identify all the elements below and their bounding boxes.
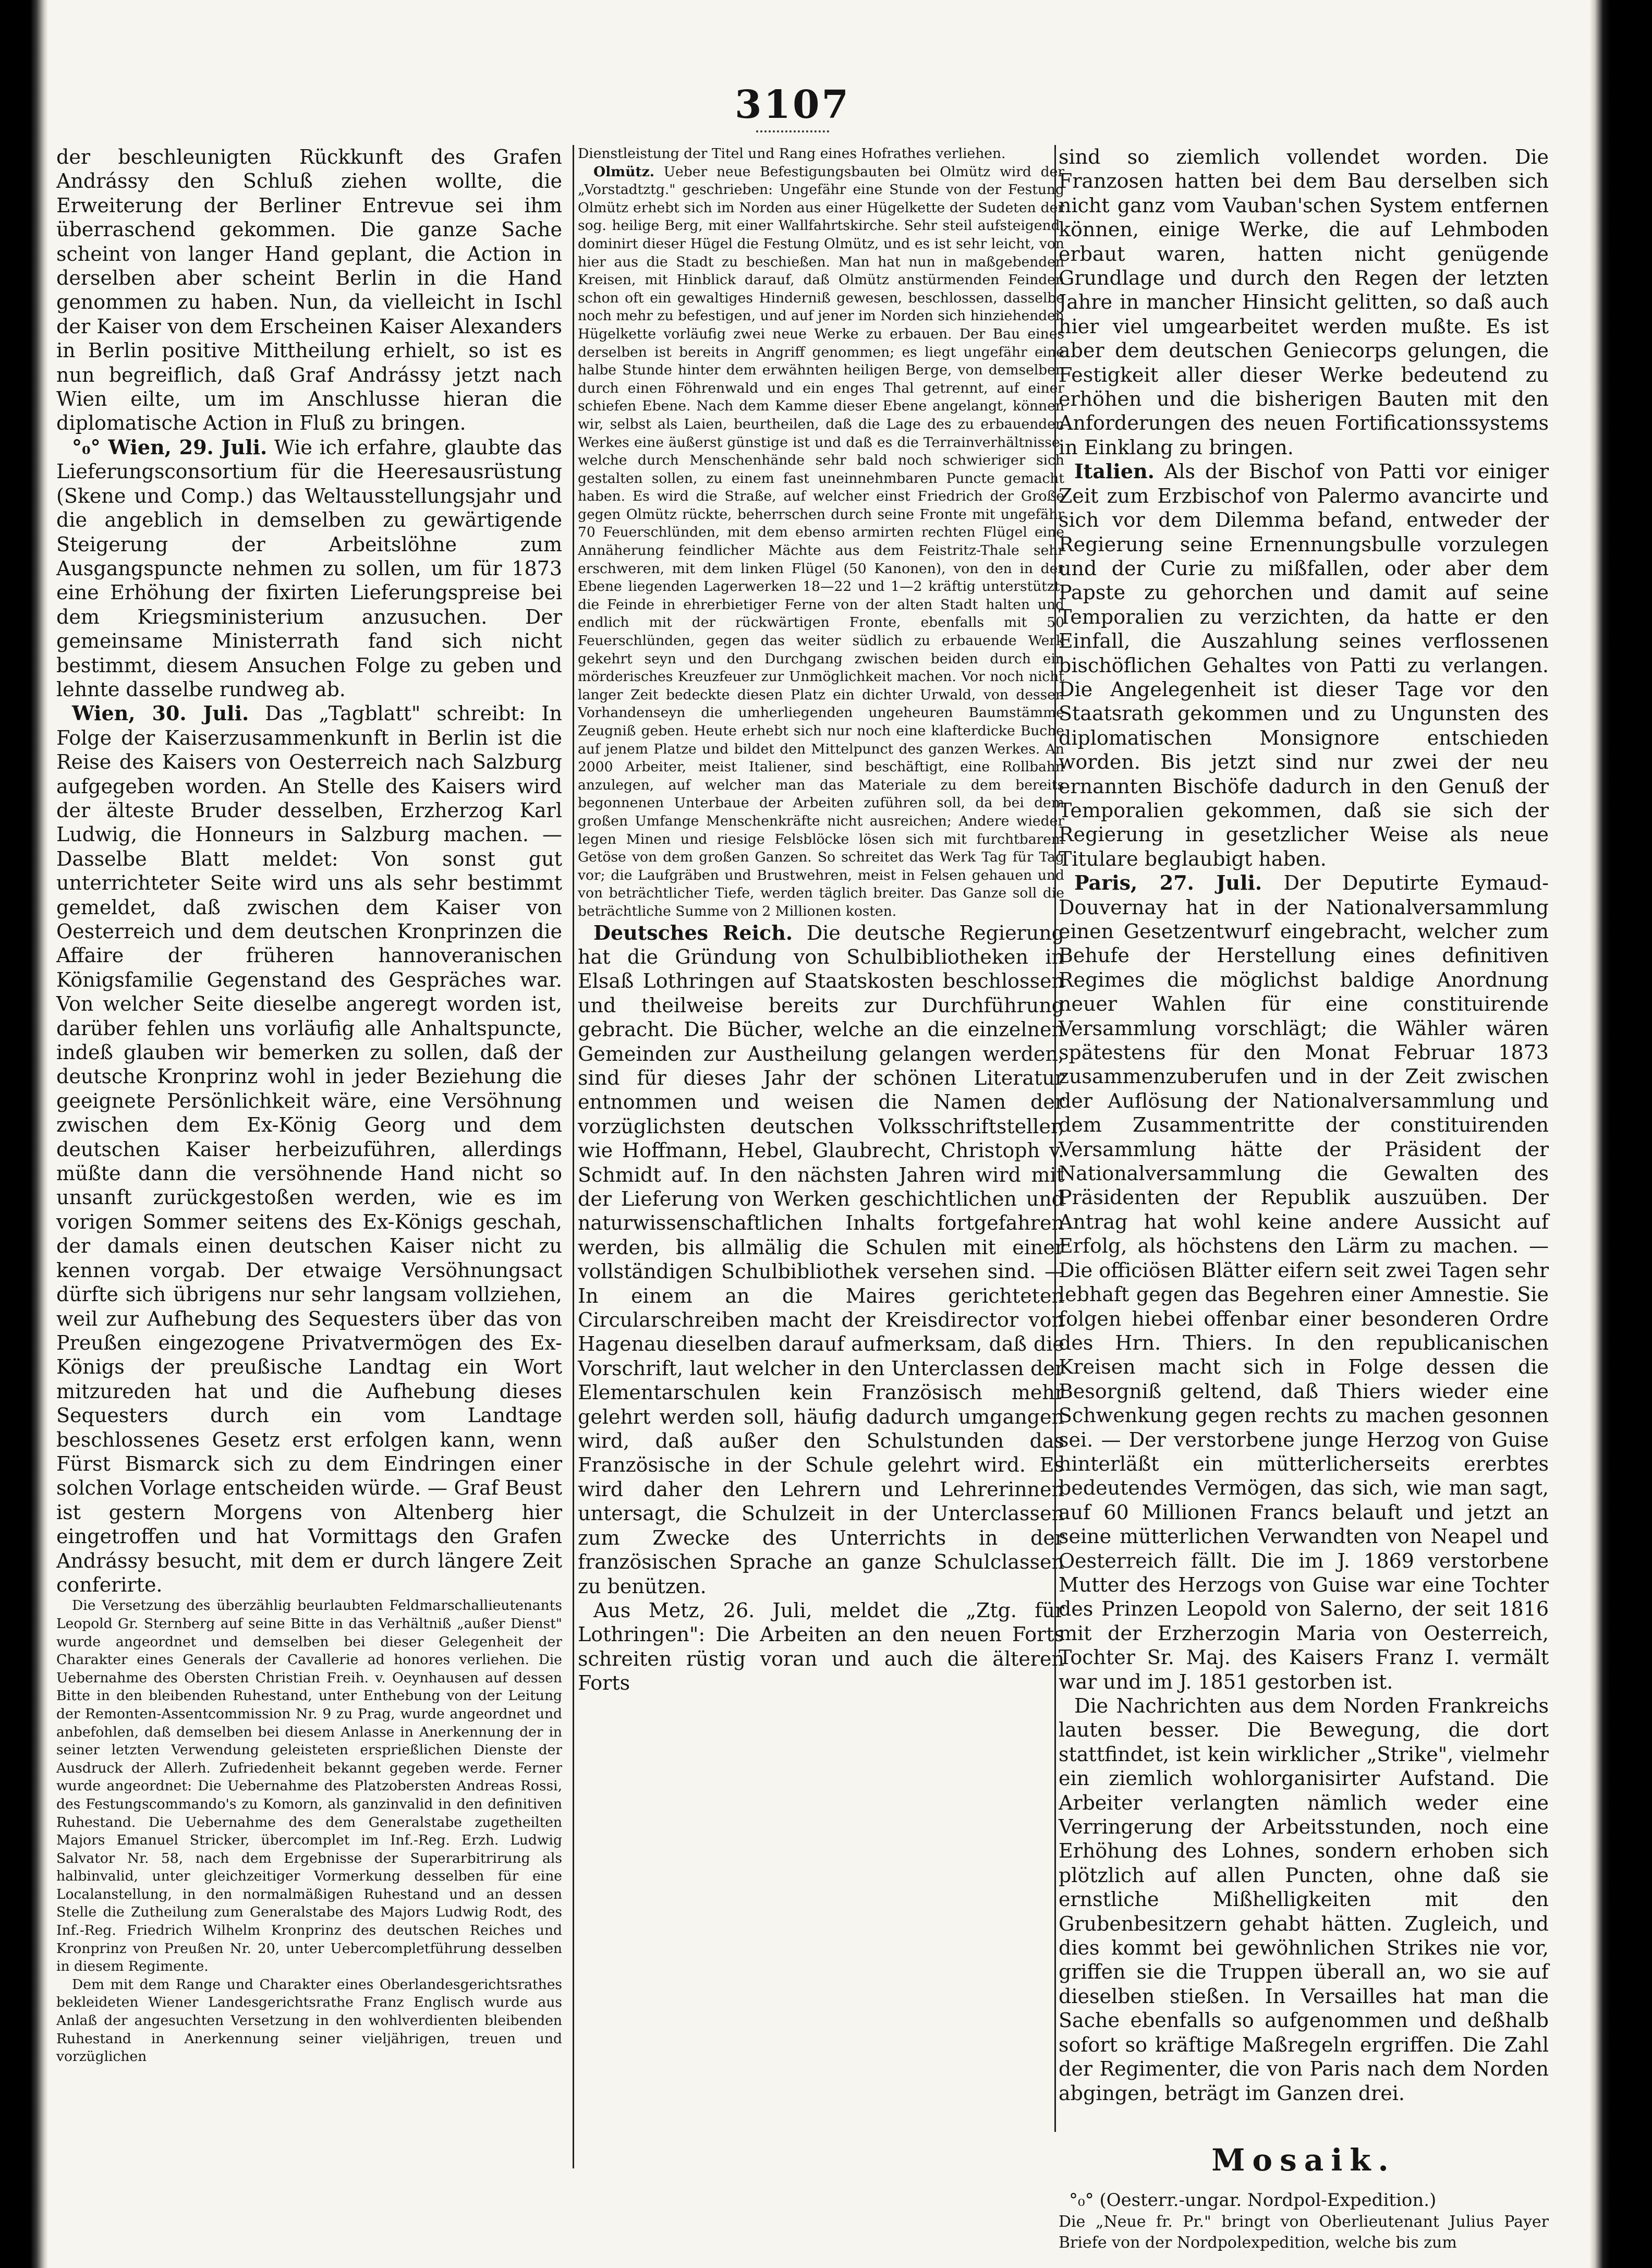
article-text: Ueber neue Befestigungsbauten bei Olmütz wird der „Vorstadtztg." geschrieben: Ungefähr eine Stunde von der Festung Olmütz erhebt sich im Norden aus einer Hügelkette der Sudeten der sog. heilige Berg, mit einer Wallfahrtskirche. Sehr steil aufsteigend, dominirt dieser Hügel die Festung Olmütz, und es ist sehr leicht, von hier aus die Stadt zu beschießen. Man hat nun in maßgebenden Kreisen, mit Hinblick darauf, daß Olmütz anstürmenden Feinden schon oft ein gewaltiges Hinderniß gewesen, beschlossen, dasselbe noch mehr zu befestigen, und auf jener im Norden sich hinziehenden Hügelkette vorläufig zwei neue Werke zu erbauen. Der Bau eines derselben ist bereits in Angriff genommen; es liegt ungefähr eine halbe Stunde hinter dem erwähnten heiligen Berge, von demselben durch einen Föhrenwald und ein enges Thal getrennt, auf einer schiefen Ebene. Nach dem Kamme dieser Ebene angelangt, können wir, selbst als Laien, beurtheilen, daß die Lage des zu erbauenden Werkes eine äußerst günstige ist und daß es die Terrainverhältnisse, welche durch Menschenhände sehr bald noch schwieriger sich gestalten sollen, zu einem fast uneinnehmbaren Puncte gemacht haben. Es wird die Straße, auf welcher einst Friedrich der Große gegen Olmütz rückte, beherrschen durch seine Fronte mit ungefähr 70 Feuerschlünden, mit dem ebenso armirten rechten Flügel eine Annäherung feindlicher Mächte aus dem Feistritz-Thale sehr erschweren, mit dem linken Flügel (50 Kanonen), von den in der Ebene liegenden Lagerwerken 18—22 und 1—2 kräftig unterstützt, die Feinde in ehrerbietiger Ferne von der alten Stadt halten und endlich mit der rückwärtigen Fronte, ebenfalls mit 50 Feuerschlünden, gegen das weiter südlich zu erbauende Werk gekehrt seyn und den Durchgang zwischen beiden durch ein mörderisches Kreuzfeuer zur Unmöglichkeit machen. Vor noch nicht langer Zeit bedeckte diesen Platz ein dichter Urwald, von dessen Vorhandenseyn die umherliegenden ungeheuren Baumstämme Zeugniß geben. Heute erhebt sich nur noch eine klafterdicke Buche auf jenem Platze und bildet den Mittelpunct des ganzen Werkes. An 2000 Arbeiter, meist Italiener, sind beschäftigt, eine Rollbahn anzulegen, auf welcher man das Materiale zu dem bereits begonnenen Unterbaue der Arbeiten zuführen soll, da bei dem großen Umfange Menschenkräfte nicht ausreichen; Andere wieder legen Minen und riesige Felsblöcke lösen sich mit furchtbarem Getöse von dem großen Ganzen. So schreitet das Werk Tag für Tag vor; die Laufgräben und Brustwehren, meist in Felsen gehauen und von beträchtlicher Tiefe, werden täglich breiter. Das Ganze soll die beträchtliche Summe von 2 Millionen kosten. (578, 163, 1064, 919)
article-text: Wie ich erfahre, glaubte das Lieferungsconsortium für die Heeresausrüstung (Skene und Comp.) das Weltausstellungsjahr und die angeblich in demselben zu gewärtigende Steigerung der Arbeitslöhne zum Ausgangspuncte nehmen zu sollen, um für 1873 eine Erhöhung der fixirten Lieferungspreise bei dem Kriegsministerium anzusuchen. Der gemeinsame Ministerrath fand sich nicht bestimmt, diesem Ansuchen Folge zu geben und lehnte dasselbe rundweg ab. (56, 435, 562, 701)
column-2 (578, 145, 1064, 1695)
article-text: Als der Bischof von Patti vor einiger Zeit zum Erzbischof von Palermo avancirte und sich vor dem Dilemma befand, entweder der Regierung seine Ernennungsbulle vorzulegen und der Curie zu mißfallen, oder aber dem Papste zu gehorchen und damit auf seine Temporalien zu verzichten, da hatte er den Einfall, die Auszahlung seines verflossenen bischöflichen Gehaltes von Patti zu verlangen. Die Angelegenheit ist dieser Tage vor den Staatsrath gekommen und zu Ungunsten des diplomatischen Monsignore entschieden worden. Bis jetzt sind nur zwei der neu ernannten Bischöfe dadurch in den Genuß der Temporalien gekommen, daß sie sich der Regierung in gesetzlicher Weise als neue Titulare beglaubigt haben. (1059, 460, 1549, 870)
article-paragraph: sind so ziemlich vollendet worden. Die Franzosen hatten bei dem Bau derselben sich nicht ganz vom Vauban'schen System entfernen können, einige Werke, die auf Lehmboden erbaut waren, hatten nicht genügende Grundlage und durch den Regen der letzten Jahre in mancher Hinsicht gelitten, so daß auch hier viel umgearbeitet werden mußte. Es ist aber dem deutschen Geniecorps gelungen, die Festigkeit aller dieser Werke bedeutend zu erhöhen und die bisherigen Bauten mit den Anforderungen des neuen Fortificationssystems in Einklang zu bringen. (1059, 145, 1549, 459)
section-heading: Deutsches Reich. (593, 920, 793, 944)
section-heading: Italien. (1074, 459, 1155, 483)
dateline: Olmütz. (593, 163, 654, 180)
dateline: °₀° Wien, 29. Juli. (72, 435, 268, 459)
scan-edge-right (1589, 0, 1652, 2268)
article-paragraph (1059, 871, 1549, 1694)
notice-paragraph: Die Versetzung des überzählig beurlaubten Feldmarschallieutenants Leopold Gr. Sternberg auf seine Bitte in das Verhältniß „außer Dienst" wurde angeordnet und demselben bei dieser Gelegenheit der Charakter eines Generals der Cavallerie ad honores verliehen. Die Uebernahme des Obersten Christian Freih. v. Oeynhausen auf dessen Bitte in den bleibenden Ruhestand, unter Enthebung von der Leitung der Remonten-Assentcommission Nr. 9 zu Prag, wurde angeordnet und anbefohlen, daß demselben bei diesem Anlasse in Anerkennung der in seiner letzten Verwendung geleisteten ersprießlichen Dienste der Ausdruck der Allerh. Zufriedenheit bekannt gegeben werde. Ferner wurde angeordnet: Die Uebernahme des Platzobersten Andreas Rossi, des Festungscommando's zu Komorn, als ganzinvalid in den definitiven Ruhestand. Die Uebernahme des dem Generalstabe zugetheilten Majors Emanuel Stricker, übercomplet im Inf.-Reg. Erzh. Ludwig Salvator Nr. 58, nach dem Ergebnisse der Superarbitrirung als halbinvalid, unter gleichzeitiger Vormerkung desselben für eine Localanstellung, in den normalmäßigen Ruhestand und an dessen Stelle die Zutheilung zum Generalstabe des Majors Ludwig Rodt, des Inf.-Reg. Friedrich Wilhelm Kronprinz des deutschen Reiches und Kronprinz von Preußen Nr. 20, unter Uebercompletführung desselben in diesem Regimente. (56, 1597, 562, 1975)
column-1 (56, 145, 562, 2066)
article-paragraph (578, 921, 1064, 1598)
notice-paragraph: Dienstleistung der Titel und Rang eines Hofrathes verliehen. (578, 145, 1006, 162)
article-paragraph (56, 435, 562, 701)
article-paragraph: Die Nachrichten aus dem Norden Frankreichs lauten besser. Die Bewegung, die dort stattfindet, ist kein wirklicher „Strike", vielmehr ein ziemlich wohlorganisirter Aufstand. Die Arbeiter verlangten nämlich weder eine Verringerung der Arbeitsstunden, noch eine Erhöhung des Lohnes, sondern erhoben sich plötzlich auf allen Puncten, ohne daß sie ernstliche Mißhelligkeiten mit den Grubenbesitzern gehabt hätten. Zugleich, und dies kommt bei gewöhnlichen Strikes nie vor, griffen sie die Truppen überall an, wo sie auf dieselben stießen. In Versailles hat man die Sache ebenfalls so aufgenommen und deßhalb sofort so kräftige Maßregeln ergriffen. Die Zahl der Regimenter, die von Paris nach dem Norden abgingen, beträgt im Ganzen drei. (1059, 1694, 1549, 2105)
dateline: Paris, 27. Juli. (1074, 871, 1262, 895)
page-number: 3107 (735, 82, 851, 127)
column-rule-1 (573, 145, 574, 2168)
article-paragraph: der beschleunigten Rückkunft des Grafen Andrássy den Schluß ziehen wollte, die Erweiterung der Berliner Entrevue sei ihm überraschend gekommen. Die ganze Sache scheint von langer Hand geplant, die Action in derselben aber scheint Berlin in die Hand genommen zu haben. Nun, da vielleicht in Ischl der Kaiser von dem Erscheinen Kaiser Alexanders in Berlin positive Mittheilung erhielt, so ist es nun begreiflich, daß Graf Andrássy jetzt nach Wien eilte, um im Anschlusse hieran die diplomatische Action in Fluß zu bringen. (56, 145, 562, 435)
mosaic-heading: Mosaik. (1211, 2142, 1396, 2178)
notice-paragraph: Dem mit dem Range und Charakter eines Oberlandesgerichtsrathes bekleideten Wiener Landesgerichtsrathe Franz Englisch wurde aus Anlaß der angesuchten Versetzung in den wohlverdienten bleibenden Ruhestand in Anerkennung seiner vieljährigen, treuen und vorzüglichen (56, 1976, 562, 2065)
dateline: Wien, 30. Juli. (72, 701, 249, 725)
article-paragraph (1059, 459, 1549, 871)
article-paragraph (578, 163, 1064, 921)
mosaic-text: Die „Neue fr. Pr." bringt von Oberlieutenant Julius Payer Briefe von der Nordpolexpedition, welche bis zum (1059, 2212, 1549, 2252)
header-rule (756, 130, 829, 132)
article-text: Die deutsche Regierung hat die Gründung von Schulbibliotheken in Elsaß Lothringen auf Staatskosten beschlossen und theilweise bereits zur Durchführung gebracht. Die Bücher, welche an die einzelnen Gemeinden zur Austheilung gelangen werden, sind für dieses Jahr der schönen Literatur entnommen und weisen die Namen der vorzüglichsten deutschen Volksschriftsteller, wie Hoffmann, Hebel, Glaubrecht, Christoph v. Schmidt auf. In den nächsten Jahren wird mit der Lieferung von Werken geschichtlichen und naturwissenschaftlichen Inhalts fortgefahren werden, bis allmälig die Schulen mit einer vollständigen Schulbibliothek versehen sind. — In einem an die Maires gerichteten Circularschreiben macht der Kreisdirector von Hagenau dieselben darauf aufmerksam, daß die Vorschrift, laut welcher in den Unterclassen der Elementarschulen kein Französisch mehr gelehrt werden soll, häufig dadurch umgangen wird, daß außer den Schulstunden das Französische in der Schule gelehrt wird. Es wird daher den Lehrern und Lehrerinnen untersagt, die Schulzeit in der Unterclassen zum Zwecke des Unterrichts in der französischen Sprache an ganze Schulclassen zu benützen. (578, 921, 1064, 1598)
mosaic-subheading: °₀° (Oesterr.-ungar. Nordpol-Expedition.) (1069, 2189, 1437, 2211)
article-paragraph (56, 701, 562, 1597)
column-3 (1059, 145, 1549, 2253)
article-text: Der Deputirte Eymaud-Douvernay hat in der Nationalversammlung einen Gesetzentwurf eingebracht, welcher zum Behufe der Herstellung eines definitiven Regimes die möglichst baldige Anordnung neuer Wahlen für eine constituirende Versammlung vorschlägt; die Wähler wären spätestens für den Monat Februar 1873 zusammenzuberufen und in der Zeit zwischen der Auflösung der Nationalversammlung und dem Zusammentritte der constituirenden Versammlung hätte der Präsident der Nationalversammlung die Gewalten des Präsidenten der Republik auszuüben. Der Antrag hat wohl keine andere Aussicht auf Erfolg, als höchstens den Lärm zu machen. — Die officiösen Blätter eifern seit zwei Tagen sehr lebhaft gegen das Begehren einer Amnestie. Sie folgen hiebei offenbar einer besonderen Ordre des Hrn. Thiers. In den republicanischen Kreisen macht sich in Folge dessen die Besorgniß geltend, daß Thiers wieder eine Schwenkung gegen rechts zu machen gesonnen sei. — Der verstorbene junge Herzog von Guise hinterläßt ein mütterlicherseits ererbtes bedeutendes Vermögen, das sich, wie man sagt, auf 60 Millionen Francs belauft und jetzt an seine mütterlichen Verwandten von Neapel und Oesterreich fällt. Die im J. 1869 verstorbene Mutter des Herzogs von Guise war eine Tochter des Prinzen Leopold von Salerno, der seit 1816 mit der Erzherzogin Maria von Oesterreich, Tochter Sr. Maj. des Kaisers Franz I. vermält war und im J. 1851 gestorben ist. (1059, 871, 1549, 1693)
scan-edge-left (0, 0, 48, 2268)
article-paragraph: Aus Metz, 26. Juli, meldet die „Ztg. für Lothringen": Die Arbeiten an den neuen Forts schreiten rüstig voran und auch die älteren Forts (578, 1598, 1064, 1695)
article-text: Das „Tagblatt" schreibt: In Folge der Kaiserzusammenkunft in Berlin ist die Reise des Kaisers von Oesterreich nach Salzburg aufgegeben worden. An Stelle des Kaisers wird der älteste Bruder desselben, Erzherzog Karl Ludwig, die Honneurs in Salzburg machen. — Dasselbe Blatt meldet: Von sonst gut unterrichteter Seite wird uns als sehr bestimmt gemeldet, daß zwischen dem Kaiser von Oesterreich und dem deutschen Kronprinzen die Affaire der früheren hannoveranischen Königsfamilie Gegenstand des Gespräches war. Von welcher Seite dieselbe angeregt worden ist, darüber fehlen uns vorläufig alle Anhaltspuncte, indeß glauben wir bemerken zu sollen, daß der deutsche Kronprinz wohl in jeder Beziehung die geeignete Persönlichkeit wäre, eine Versöhnung zwischen dem Ex-König Georg und dem deutschen Kaiser herbeizuführen, allerdings müßte dann die versöhnende Hand nicht so unsanft zurückgestoßen werden, wie es im vorigen Sommer seitens des Ex-Königs geschah, der damals einen deutschen Kaiser nicht zu kennen vorgab. Der etwaige Versöhnungsact dürfte sich übrigens nur sehr langsam vollziehen, weil zur Aufhebung des Sequesters über das von Preußen eingezogene Privatvermögen des Ex-Königs der preußische Landtag ein Wort mitzureden hat und die Aufhebung dieses Sequesters durch ein vom Landtage beschlossenes Gesetz erst erfolgen kann, wenn Fürst Bismarck sich zu dem Eindringen einer solchen Vorlage entscheiden würde. — Graf Beust ist gestern Morgens von Altenberg hier eingetroffen und hat Vormittags den Grafen Andrássy besucht, mit dem er durch längere Zeit conferirte. (56, 702, 562, 1596)
